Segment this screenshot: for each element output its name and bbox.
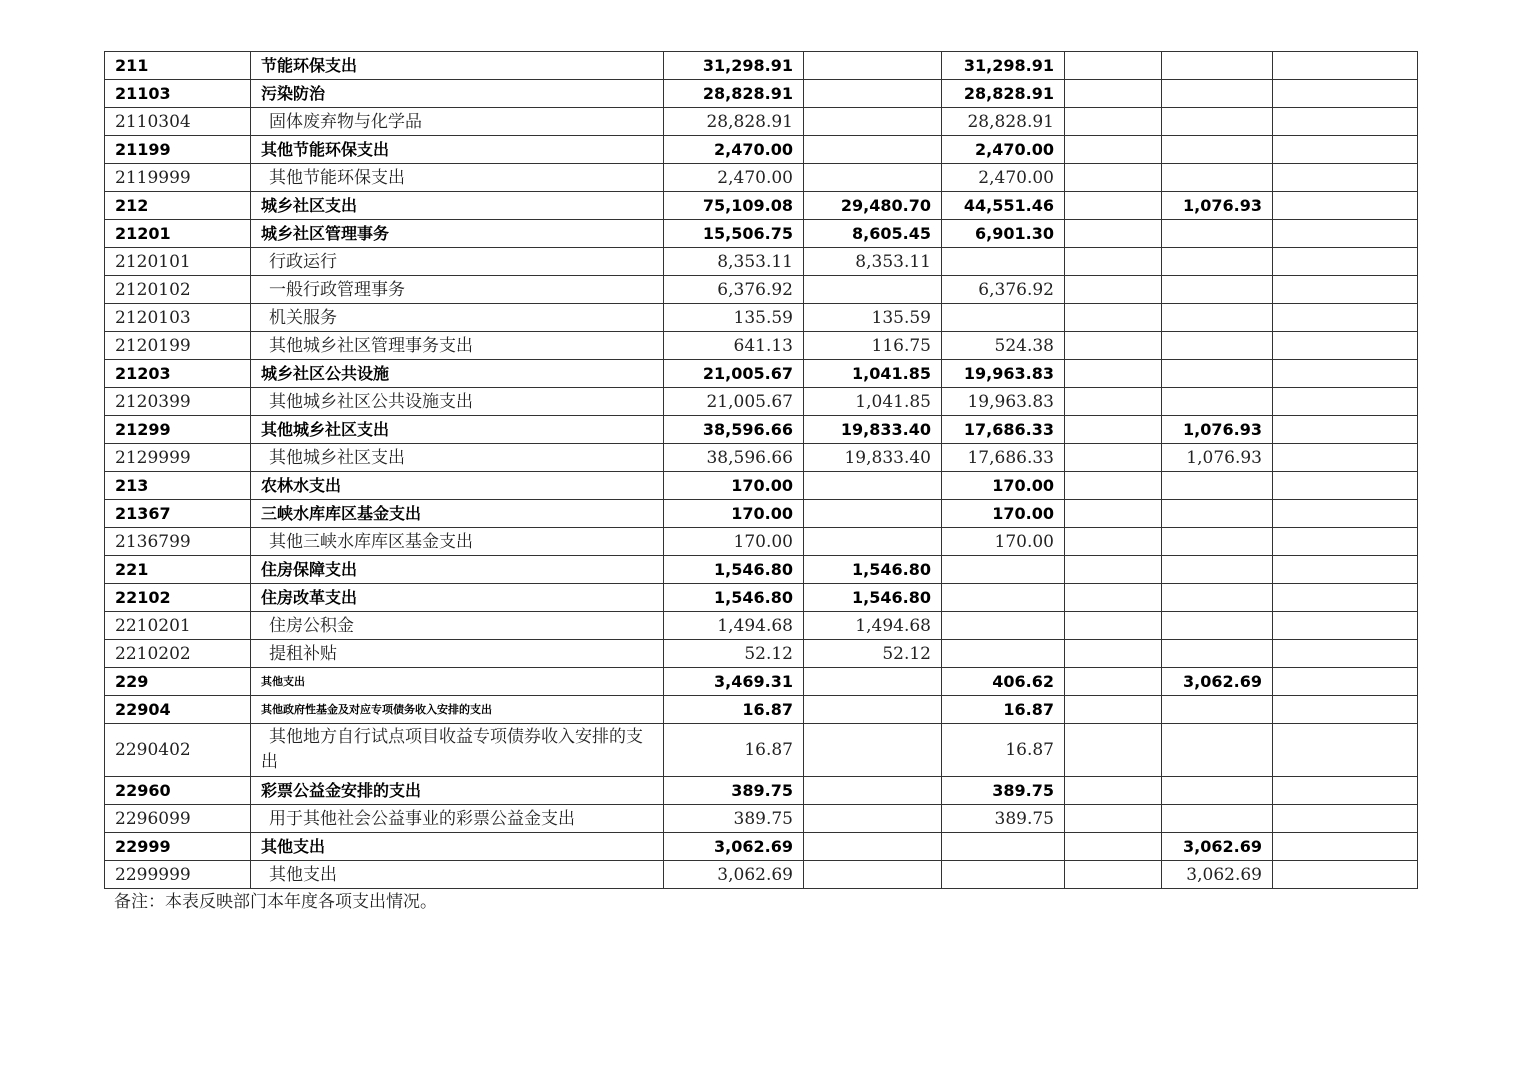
row-name: 其他城乡社区公共设施支出: [251, 388, 664, 416]
row-total: 1,546.80: [664, 556, 804, 584]
row-col5: [1162, 108, 1273, 136]
row-col4: [1065, 248, 1162, 276]
row-total: 28,828.91: [664, 80, 804, 108]
table-row: [105, 696, 1418, 724]
row-col6: [1273, 80, 1418, 108]
table-row: [105, 556, 1418, 584]
row-col5: [1162, 500, 1273, 528]
table-body: [105, 52, 1418, 889]
row-col5: [1162, 164, 1273, 192]
row-col5: 3,062.69: [1162, 861, 1273, 889]
row-col5: [1162, 584, 1273, 612]
row-col5: 3,062.69: [1162, 833, 1273, 861]
row-col5: [1162, 696, 1273, 724]
row-code: 2120399: [105, 388, 251, 416]
table-row: [105, 528, 1418, 556]
row-basic: 1,494.68: [804, 612, 942, 640]
row-col6: [1273, 640, 1418, 668]
row-project: [942, 248, 1065, 276]
row-col5: [1162, 724, 1273, 777]
row-basic: 1,041.85: [804, 388, 942, 416]
row-basic: [804, 528, 942, 556]
row-col6: [1273, 332, 1418, 360]
row-col4: [1065, 416, 1162, 444]
row-total: 28,828.91: [664, 108, 804, 136]
expenditure-table: [104, 51, 1418, 889]
row-name: 城乡社区支出: [251, 192, 664, 220]
row-total: 641.13: [664, 332, 804, 360]
row-code: 2136799: [105, 528, 251, 556]
row-basic: [804, 108, 942, 136]
table-row: [105, 584, 1418, 612]
table-row: [105, 304, 1418, 332]
table-row: [105, 668, 1418, 696]
row-total: 2,470.00: [664, 136, 804, 164]
row-code: 2296099: [105, 805, 251, 833]
row-col6: [1273, 304, 1418, 332]
row-name: 住房保障支出: [251, 556, 664, 584]
row-col4: [1065, 164, 1162, 192]
row-col4: [1065, 360, 1162, 388]
table-row: [105, 248, 1418, 276]
row-basic: [804, 52, 942, 80]
row-basic: [804, 472, 942, 500]
row-col4: [1065, 584, 1162, 612]
row-col5: 1,076.93: [1162, 444, 1273, 472]
row-code: 22102: [105, 584, 251, 612]
row-total: 170.00: [664, 528, 804, 556]
row-name: 住房改革支出: [251, 584, 664, 612]
row-code: 2210202: [105, 640, 251, 668]
row-name: 其他城乡社区支出: [251, 444, 664, 472]
row-project: 2,470.00: [942, 136, 1065, 164]
row-code: 21199: [105, 136, 251, 164]
row-col6: [1273, 164, 1418, 192]
row-name: 其他支出: [251, 668, 664, 696]
table-row: [105, 861, 1418, 889]
row-name: 住房公积金: [251, 612, 664, 640]
row-code: 2120101: [105, 248, 251, 276]
row-basic: [804, 500, 942, 528]
row-project: 19,963.83: [942, 388, 1065, 416]
row-col4: [1065, 805, 1162, 833]
row-col4: [1065, 444, 1162, 472]
row-col4: [1065, 724, 1162, 777]
table-row: [105, 164, 1418, 192]
row-code: 21299: [105, 416, 251, 444]
row-col4: [1065, 472, 1162, 500]
row-col4: [1065, 304, 1162, 332]
row-total: 21,005.67: [664, 388, 804, 416]
row-basic: 19,833.40: [804, 416, 942, 444]
table-row: [105, 360, 1418, 388]
row-project: 17,686.33: [942, 444, 1065, 472]
row-project: 19,963.83: [942, 360, 1065, 388]
row-project: 28,828.91: [942, 108, 1065, 136]
row-col6: [1273, 360, 1418, 388]
table-row: [105, 332, 1418, 360]
row-total: 135.59: [664, 304, 804, 332]
row-project: 16.87: [942, 724, 1065, 777]
row-col4: [1065, 861, 1162, 889]
row-total: 3,469.31: [664, 668, 804, 696]
row-total: 38,596.66: [664, 444, 804, 472]
row-basic: 8,353.11: [804, 248, 942, 276]
row-col5: [1162, 472, 1273, 500]
row-col5: [1162, 640, 1273, 668]
row-total: 15,506.75: [664, 220, 804, 248]
row-code: 21203: [105, 360, 251, 388]
row-name: 其他政府性基金及对应专项债务收入安排的支出: [251, 696, 664, 724]
row-name: 其他节能环保支出: [251, 164, 664, 192]
row-basic: 1,546.80: [804, 556, 942, 584]
row-total: 31,298.91: [664, 52, 804, 80]
row-col6: [1273, 444, 1418, 472]
row-basic: 52.12: [804, 640, 942, 668]
row-col4: [1065, 108, 1162, 136]
row-project: 389.75: [942, 777, 1065, 805]
row-total: 38,596.66: [664, 416, 804, 444]
row-total: 52.12: [664, 640, 804, 668]
row-total: 1,494.68: [664, 612, 804, 640]
row-basic: 1,546.80: [804, 584, 942, 612]
row-project: 170.00: [942, 500, 1065, 528]
row-col5: [1162, 52, 1273, 80]
table-row: [105, 388, 1418, 416]
row-col6: [1273, 668, 1418, 696]
row-total: 6,376.92: [664, 276, 804, 304]
row-basic: [804, 80, 942, 108]
table-row: [105, 805, 1418, 833]
row-col6: [1273, 556, 1418, 584]
table-row: [105, 416, 1418, 444]
row-name: 城乡社区公共设施: [251, 360, 664, 388]
table-row: [105, 640, 1418, 668]
row-project: [942, 304, 1065, 332]
row-total: 16.87: [664, 696, 804, 724]
row-col6: [1273, 276, 1418, 304]
row-name: 用于其他社会公益事业的彩票公益金支出: [251, 805, 664, 833]
row-col4: [1065, 388, 1162, 416]
row-col6: [1273, 472, 1418, 500]
row-name: 机关服务: [251, 304, 664, 332]
row-code: 2119999: [105, 164, 251, 192]
row-project: [942, 833, 1065, 861]
row-col5: [1162, 220, 1273, 248]
row-name: 固体废弃物与化学品: [251, 108, 664, 136]
row-col5: [1162, 612, 1273, 640]
table-row: [105, 500, 1418, 528]
row-col6: [1273, 612, 1418, 640]
row-col4: [1065, 276, 1162, 304]
row-col5: [1162, 777, 1273, 805]
row-col6: [1273, 724, 1418, 777]
row-basic: [804, 136, 942, 164]
row-col4: [1065, 500, 1162, 528]
table-row: [105, 220, 1418, 248]
row-col6: [1273, 248, 1418, 276]
row-total: 8,353.11: [664, 248, 804, 276]
row-col4: [1065, 833, 1162, 861]
row-code: 2210201: [105, 612, 251, 640]
row-name: 一般行政管理事务: [251, 276, 664, 304]
row-col4: [1065, 136, 1162, 164]
row-total: 389.75: [664, 805, 804, 833]
row-col5: [1162, 304, 1273, 332]
row-col6: [1273, 136, 1418, 164]
row-col4: [1065, 696, 1162, 724]
row-col4: [1065, 52, 1162, 80]
row-code: 2299999: [105, 861, 251, 889]
row-code: 2120199: [105, 332, 251, 360]
footnote: 备注：本表反映部门本年度各项支出情况。: [114, 892, 437, 912]
row-name: 其他三峡水库库区基金支出: [251, 528, 664, 556]
row-col5: [1162, 528, 1273, 556]
row-col6: [1273, 388, 1418, 416]
row-name: 其他节能环保支出: [251, 136, 664, 164]
row-col4: [1065, 192, 1162, 220]
row-col6: [1273, 584, 1418, 612]
row-project: 524.38: [942, 332, 1065, 360]
table-row: [105, 136, 1418, 164]
row-col4: [1065, 332, 1162, 360]
row-project: 28,828.91: [942, 80, 1065, 108]
row-basic: [804, 805, 942, 833]
row-project: 170.00: [942, 528, 1065, 556]
row-col6: [1273, 220, 1418, 248]
row-code: 22904: [105, 696, 251, 724]
row-name: 其他支出: [251, 833, 664, 861]
row-total: 21,005.67: [664, 360, 804, 388]
row-total: 170.00: [664, 472, 804, 500]
row-basic: 116.75: [804, 332, 942, 360]
row-total: 3,062.69: [664, 861, 804, 889]
row-code: 22999: [105, 833, 251, 861]
row-basic: [804, 164, 942, 192]
row-col4: [1065, 220, 1162, 248]
row-name: 行政运行: [251, 248, 664, 276]
row-project: 16.87: [942, 696, 1065, 724]
row-project: [942, 556, 1065, 584]
row-col5: [1162, 360, 1273, 388]
table-row: [105, 833, 1418, 861]
row-col4: [1065, 640, 1162, 668]
row-code: 229: [105, 668, 251, 696]
row-total: 389.75: [664, 777, 804, 805]
row-name: 其他支出: [251, 861, 664, 889]
row-col6: [1273, 416, 1418, 444]
row-name: 彩票公益金安排的支出: [251, 777, 664, 805]
row-col4: [1065, 777, 1162, 805]
row-col6: [1273, 52, 1418, 80]
row-col5: [1162, 388, 1273, 416]
row-col5: [1162, 80, 1273, 108]
row-name: 农林水支出: [251, 472, 664, 500]
row-total: 2,470.00: [664, 164, 804, 192]
row-code: 21201: [105, 220, 251, 248]
table-row: [105, 777, 1418, 805]
row-total: 16.87: [664, 724, 804, 777]
row-code: 2290402: [105, 724, 251, 777]
row-basic: [804, 696, 942, 724]
row-name: 三峡水库库区基金支出: [251, 500, 664, 528]
row-col6: [1273, 696, 1418, 724]
row-col6: [1273, 192, 1418, 220]
row-code: 22960: [105, 777, 251, 805]
row-total: 3,062.69: [664, 833, 804, 861]
row-col4: [1065, 668, 1162, 696]
row-basic: 135.59: [804, 304, 942, 332]
row-basic: 1,041.85: [804, 360, 942, 388]
table-row: [105, 276, 1418, 304]
row-basic: [804, 276, 942, 304]
table-row: [105, 52, 1418, 80]
row-code: 211: [105, 52, 251, 80]
row-code: 212: [105, 192, 251, 220]
row-project: [942, 861, 1065, 889]
row-col5: [1162, 556, 1273, 584]
row-code: 21103: [105, 80, 251, 108]
row-basic: [804, 861, 942, 889]
row-project: 6,901.30: [942, 220, 1065, 248]
row-col5: 3,062.69: [1162, 668, 1273, 696]
row-name: 其他城乡社区管理事务支出: [251, 332, 664, 360]
row-project: [942, 584, 1065, 612]
row-project: 6,376.92: [942, 276, 1065, 304]
row-col5: 1,076.93: [1162, 416, 1273, 444]
row-name: 节能环保支出: [251, 52, 664, 80]
row-col4: [1065, 528, 1162, 556]
row-col4: [1065, 80, 1162, 108]
row-col5: [1162, 248, 1273, 276]
table-row: [105, 192, 1418, 220]
row-code: 2120102: [105, 276, 251, 304]
row-code: 2129999: [105, 444, 251, 472]
table-row: [105, 80, 1418, 108]
row-code: 2110304: [105, 108, 251, 136]
row-name: 提租补贴: [251, 640, 664, 668]
row-col5: 1,076.93: [1162, 192, 1273, 220]
row-col5: [1162, 332, 1273, 360]
row-basic: [804, 777, 942, 805]
row-col6: [1273, 805, 1418, 833]
row-col6: [1273, 861, 1418, 889]
row-basic: [804, 668, 942, 696]
row-name: 污染防治: [251, 80, 664, 108]
table-row: [105, 472, 1418, 500]
row-project: [942, 612, 1065, 640]
row-name: 城乡社区管理事务: [251, 220, 664, 248]
row-col6: [1273, 500, 1418, 528]
row-name: 其他地方自行试点项目收益专项债券收入安排的支出: [251, 724, 664, 777]
row-col6: [1273, 528, 1418, 556]
row-project: [942, 640, 1065, 668]
row-col4: [1065, 612, 1162, 640]
row-code: 21367: [105, 500, 251, 528]
row-col5: [1162, 276, 1273, 304]
row-total: 170.00: [664, 500, 804, 528]
row-total: 1,546.80: [664, 584, 804, 612]
row-col5: [1162, 136, 1273, 164]
row-project: 44,551.46: [942, 192, 1065, 220]
row-project: 406.62: [942, 668, 1065, 696]
row-col6: [1273, 777, 1418, 805]
row-basic: 29,480.70: [804, 192, 942, 220]
row-basic: [804, 724, 942, 777]
row-code: 213: [105, 472, 251, 500]
row-code: 221: [105, 556, 251, 584]
row-col6: [1273, 833, 1418, 861]
row-name: 其他城乡社区支出: [251, 416, 664, 444]
row-project: 389.75: [942, 805, 1065, 833]
row-total: 75,109.08: [664, 192, 804, 220]
row-basic: [804, 833, 942, 861]
table-row: [105, 724, 1418, 777]
row-project: 17,686.33: [942, 416, 1065, 444]
row-basic: 19,833.40: [804, 444, 942, 472]
table-row: [105, 444, 1418, 472]
table-row: [105, 108, 1418, 136]
row-col6: [1273, 108, 1418, 136]
table-row: [105, 612, 1418, 640]
row-col4: [1065, 556, 1162, 584]
row-code: 2120103: [105, 304, 251, 332]
row-col5: [1162, 805, 1273, 833]
row-project: 170.00: [942, 472, 1065, 500]
row-project: 2,470.00: [942, 164, 1065, 192]
row-project: 31,298.91: [942, 52, 1065, 80]
row-basic: 8,605.45: [804, 220, 942, 248]
